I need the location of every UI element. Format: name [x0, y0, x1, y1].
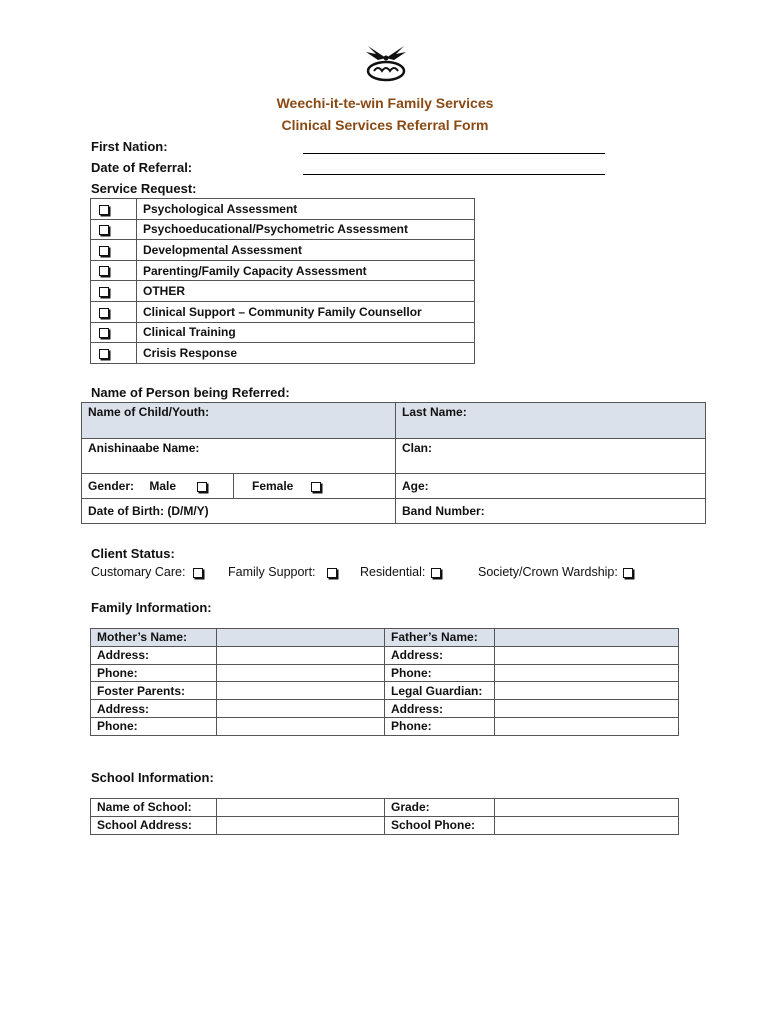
mother-name-input[interactable] — [217, 629, 385, 647]
band-number-cell[interactable] — [396, 499, 706, 524]
school-info-heading: School Information: — [91, 770, 214, 785]
info-label: Foster Parents: — [91, 682, 217, 700]
clan-label: Clan: — [402, 441, 432, 455]
mother-phone-input[interactable] — [217, 664, 385, 682]
first-nation-field[interactable] — [303, 153, 605, 154]
last-name-label: Last Name: — [402, 405, 467, 419]
service-row — [91, 219, 475, 240]
info-label: Address: — [385, 646, 495, 664]
family-info-table — [90, 628, 679, 736]
child-name-cell[interactable] — [82, 403, 396, 439]
info-label: Address: — [91, 700, 217, 718]
service-row — [91, 199, 475, 220]
gender-label: Gender: — [88, 479, 135, 493]
checkbox-icon[interactable] — [99, 287, 109, 297]
family-info-heading: Family Information: — [91, 600, 212, 615]
society-wardship-checkbox-icon[interactable] — [623, 568, 633, 578]
service-row — [91, 260, 475, 281]
female-checkbox-icon[interactable] — [311, 482, 321, 492]
mother-address-input[interactable] — [217, 646, 385, 664]
residential-label: Residential: — [360, 565, 426, 579]
service-label: Crisis Response — [137, 343, 475, 364]
grade-input[interactable] — [495, 799, 679, 817]
info-label: Father’s Name: — [385, 629, 495, 647]
info-label: School Phone: — [385, 816, 495, 834]
school-phone-input[interactable] — [495, 816, 679, 834]
child-name-label: Name of Child/Youth: — [88, 405, 210, 419]
father-name-input[interactable] — [495, 629, 679, 647]
service-label: Psychological Assessment — [137, 199, 475, 220]
school-info-table — [90, 798, 679, 835]
date-of-referral-field[interactable] — [303, 174, 605, 175]
person-table — [81, 402, 706, 524]
last-name-cell[interactable] — [396, 403, 706, 439]
info-label: School Address: — [91, 816, 217, 834]
guardian-phone-input[interactable] — [495, 717, 679, 735]
service-row — [91, 301, 475, 322]
service-label: Clinical Support – Community Family Counsellor — [137, 301, 475, 322]
band-number-label: Band Number: — [402, 504, 485, 518]
checkbox-icon[interactable] — [99, 225, 109, 235]
family-support-option — [228, 565, 337, 579]
age-label: Age: — [402, 479, 429, 493]
foster-phone-input[interactable] — [217, 717, 385, 735]
date-of-referral-label: Date of Referral: — [91, 160, 193, 175]
info-label: Phone: — [91, 717, 217, 735]
form-title: Clinical Services Referral Form — [281, 117, 489, 133]
anishinaabe-name-cell[interactable] — [82, 439, 396, 474]
service-request-label: Service Request: — [91, 181, 197, 196]
info-label: Mother’s Name: — [91, 629, 217, 647]
society-wardship-label: Society/Crown Wardship: — [478, 565, 618, 579]
service-label: Parenting/Family Capacity Assessment — [137, 260, 475, 281]
checkbox-icon[interactable] — [99, 266, 109, 276]
org-name: Weechi-it-te-win Family Services — [276, 95, 494, 111]
school-name-input[interactable] — [217, 799, 385, 817]
dob-cell[interactable] — [82, 499, 396, 524]
foster-parents-input[interactable] — [217, 682, 385, 700]
father-phone-input[interactable] — [495, 664, 679, 682]
service-label: Clinical Training — [137, 322, 475, 343]
customary-care-option — [91, 565, 203, 579]
service-row — [91, 240, 475, 261]
clan-cell[interactable] — [396, 439, 706, 474]
checkbox-icon[interactable] — [99, 308, 109, 318]
info-label: Phone: — [385, 717, 495, 735]
info-label: Name of School: — [91, 799, 217, 817]
dob-label: Date of Birth: (D/M/Y) — [88, 504, 209, 518]
info-label: Address: — [91, 646, 217, 664]
legal-guardian-input[interactable] — [495, 682, 679, 700]
age-cell[interactable] — [396, 474, 706, 499]
male-label: Male — [149, 479, 177, 493]
male-checkbox-icon[interactable] — [197, 482, 207, 492]
service-row — [91, 322, 475, 343]
organization-logo — [364, 44, 408, 82]
service-row — [91, 343, 475, 364]
female-label: Female — [252, 479, 294, 493]
first-nation-label: First Nation: — [91, 139, 168, 154]
residential-checkbox-icon[interactable] — [431, 568, 441, 578]
info-label: Legal Guardian: — [385, 682, 495, 700]
customary-care-checkbox-icon[interactable] — [193, 568, 203, 578]
anishinaabe-name-label: Anishinaabe Name: — [88, 441, 200, 455]
service-request-table — [90, 198, 475, 364]
society-wardship-option — [478, 565, 633, 579]
customary-care-label: Customary Care: — [91, 565, 186, 579]
checkbox-icon[interactable] — [99, 328, 109, 338]
family-support-checkbox-icon[interactable] — [327, 568, 337, 578]
father-address-input[interactable] — [495, 646, 679, 664]
service-label: Developmental Assessment — [137, 240, 475, 261]
foster-address-input[interactable] — [217, 700, 385, 718]
info-label: Address: — [385, 700, 495, 718]
service-row — [91, 281, 475, 302]
client-status-heading: Client Status: — [91, 546, 175, 561]
school-address-input[interactable] — [217, 816, 385, 834]
female-cell — [234, 474, 396, 499]
checkbox-icon[interactable] — [99, 246, 109, 256]
info-label: Phone: — [385, 664, 495, 682]
info-label: Grade: — [385, 799, 495, 817]
family-support-label: Family Support: — [228, 565, 316, 579]
gender-cell — [82, 474, 234, 499]
checkbox-icon[interactable] — [99, 205, 109, 215]
service-label: Psychoeducational/Psychometric Assessment — [137, 219, 475, 240]
service-label: OTHER — [137, 281, 475, 302]
residential-option — [360, 565, 441, 579]
info-label: Phone: — [91, 664, 217, 682]
person-heading: Name of Person being Referred: — [91, 385, 290, 400]
guardian-address-input[interactable] — [495, 700, 679, 718]
checkbox-icon[interactable] — [99, 349, 109, 359]
